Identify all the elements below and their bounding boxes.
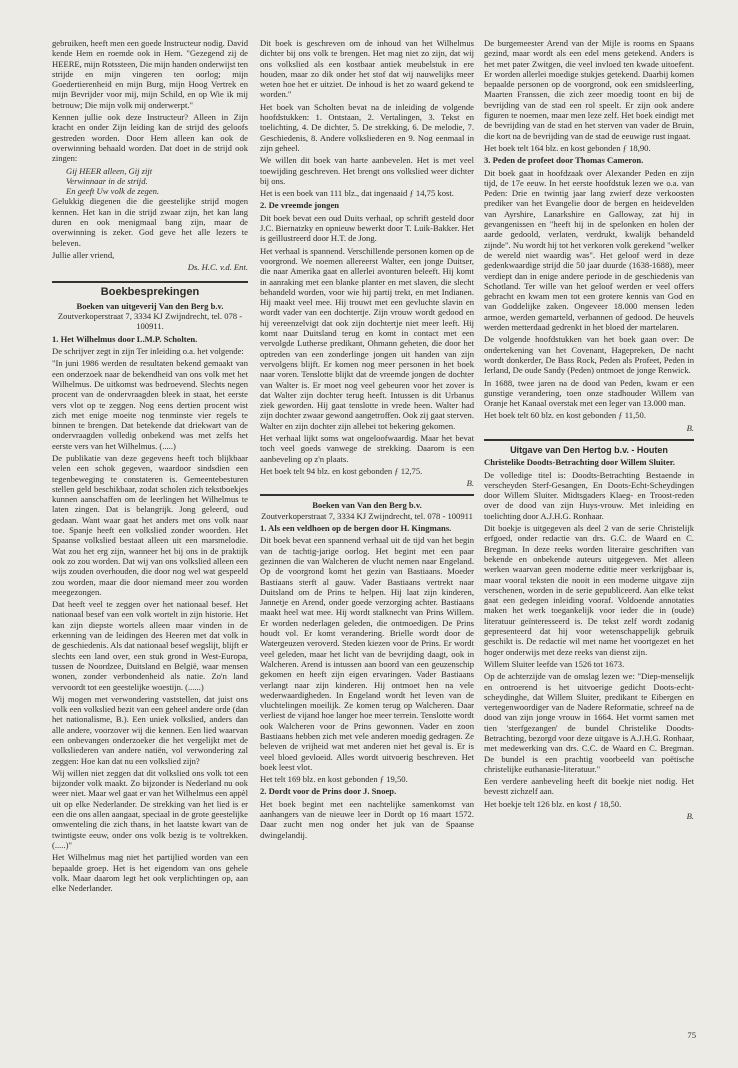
paragraph: Het boek telt 164 blz. en kost gebonden ƒ 18,90. — [484, 142, 651, 153]
verse-line: Verwinnaar in de strijd. — [66, 175, 148, 186]
publisher-header — [260, 500, 474, 521]
reviewer-initial: B. — [686, 811, 694, 822]
paragraph: Het boek telt 60 blz. en kost gebonden ƒ 11,50. — [484, 410, 646, 421]
publisher-address: Zoutverkoperstraat 7, 3334 KJ Zwijndrecht, tel. 078 - 100911 — [261, 510, 473, 521]
paragraph: Het telt 169 blz. en kost gebonden ƒ 19,50. — [260, 774, 408, 785]
paragraph: Gelukkig diegenen die die geestelijke strijd mogen kennen. Het kan in die strijd zwaar zijn, het kan lang duren en ook menigmaal bang zijn, maar de overwinning is zeker. God geve het alle lezers te beleven. — [52, 196, 248, 248]
section-title: Boekbesprekingen — [52, 281, 248, 297]
paragraph: De schrijver zegt in zijn Ter inleiding o.a. het volgende: — [52, 346, 244, 357]
paragraph: Het boek begint met een nachtelijke samenkomst van aanhangers van de nieuwe leer in Dordt op 16 maart 1572. Daar zucht men nog onder het juk van de Spaanse dwingelandij. — [260, 798, 474, 840]
paragraph: Het Wilhelmus mag niet het partijlied worden van een bepaalde groep. Het is het eigendom van ons gehele volk. Maar daarom legt het ook verplichtingen op, aan elke Nederlander. — [52, 852, 248, 894]
paragraph: De burgemeester Arend van der Mijle is rooms en Spaans gezind, maar wordt als een edel mens getekend. Anders is het met pater Zwitgen, die veel invloed ten kwade uitoefent. Er worden allerlei moedige stukjes getekend. Daarbij komen bepaalde personen op de voorgrond, ook een smidsleerling, Maarten Franssen, die zich zeer moedig toont en bij de bevrijding van de stad een rol speelt. Er zijn ook andere figuren te noemen, maar men leze zelf. Het boek eindigt met de bevrijding van de stad en het sterven van vader de Bruin, die kort na de bevrijding van de stad de eeuwige rust ingaat. — [484, 38, 694, 141]
divider — [260, 494, 474, 496]
book-heading: 3. Peden de profeet door Thomas Cameron. — [484, 155, 644, 166]
paragraph: Dit boek bevat een oud Duits verhaal, op schrift gesteld door J.C. Biernatzky en opnieuw bewerkt door T. Luik-Bakker. Het is geïllustreerd door H.T. de Jong. — [260, 212, 474, 244]
paragraph: Het verhaal is spannend. Verschillende personen komen op de voorgrond. We noemen allereerst Walter, een jonge Duitser, die naar Amerika gaat en allerlei avonturen beleeft. Hij komt in aanraking met een blanke planter en met slaven, die slecht behandeld worden, voor wie hij partij trekt, en met Indianen. Hij maakt veel mee. Hij trouwt met een gevluchte slavin en wordt vader van een dochtertje. Zijn vrouw wordt gedood en hij vereenzelvigt dat ook zijn dochtertje niet meer leeft. Hij komt naar Duitsland terug en komt in contact met een vervolgde Lutherse predikant, Ohmann geheten, die door het optreden van een zonderlinge jongen uit handen van zijn vervolgens blijft. Er komen nog meer personen in het boek naar voren. Tenslotte blijkt dat de vreemde jongen de dochter van Walter is. Er moet nog veel gebeuren voor het zover is dat Walter zijn dochter terug heeft. Intussen is dit Urbanus ziek geworden. Hij gaat tenslotte in vrede heen. Walter had zijn dochter zwaar gewond aangetroffen. Ook zij gaat sterven. Walter en zijn dochter zijn allebei tot bekering gekomen. — [260, 245, 474, 431]
column-3 — [484, 38, 694, 823]
reviewer-initial: B. — [686, 422, 694, 433]
paragraph: Het boek van Scholten bevat na de inleiding de volgende hoofdstukken: 1. Ontstaan, 2. Vertalingen, 3. Tekst en toelichting, 4. De dichter, 5. De strekking, 6. De melodie, 7. Geschiedenis, 8. Andere volksliederen en 9. Nog eenmaal in zijn geheel. — [260, 101, 474, 153]
divider — [484, 439, 694, 441]
paragraph: Wij mogen met verwondering vaststellen, dat juist ons volk een volkslied bezit van een geheel andere orde (dan het nationalisme, B.). Een uniek volkslied, anders dan alle andere, voorzover wij die kennen. Een lied waarvan een onbevangen onderzoeker die het vergelijkt met de volksliederen van andere natiën, vol verwondering zal zeggen: Hoe kan dat nu een volkslied zijn? — [52, 693, 248, 766]
book-heading: Christelike Doodts-Betrachting door Willem Sluiter. — [484, 457, 675, 468]
paragraph: Het boek telt 94 blz. en kost gebonden ƒ 12,75. — [260, 465, 423, 476]
book-heading: 1. Het Wilhelmus door L.M.P. Scholten. — [52, 333, 198, 344]
book-heading: 1. Als een veldhoen op de bergen door H. Kingmans. — [260, 523, 452, 534]
publisher-name: Boeken van Van den Berg b.v. — [312, 500, 422, 511]
paragraph: De publikatie van deze gegevens heeft toch blijkbaar velen een schok gegeven, waardoor sindsdien een tegenbeweging te constateren is. Gemeentebesturen stellen geld beschikbaar, zodat scholen zich tekstboekjes kunnen aanschaffen om de leerlingen het Wilhelmus te laten zingen. Dat is belangrijk. Jong geleerd, oud gedaan. Want waar gaat het anders met ons volk naar toe. Spanje heeft een volkslied zonder woorden. Het Spaanse volkslied bestaat alleen uit een marsmelodie. Wat zou het erg zijn, wanneer het bij ons in de praktijk ook zo zou worden. Dat wij van ons volkslied alleen een wijs zouden overhouden, die door nog wel wat gespeeld zou worden, maar die door niemand meer zou worden meegezongen. — [52, 452, 248, 597]
paragraph: Kennen jullie ook deze Instructeur? Alleen in Zijn kracht en onder Zijn leiding kan de strijd des geloofs gestreden worden. Door Hem alleen kan ook de overwinning behaald worden. Dat doet in de strijd ook zingen: — [52, 112, 248, 164]
paragraph: In 1688, twee jaren na de dood van Peden, kwam er een gunstige verandering, toen onze stadhouder Willem van Oranje het Kanaal overstak met een leger van 13.000 man. — [484, 377, 694, 409]
column-1 — [52, 38, 248, 895]
publisher-name: Boeken van uitgeverij Van den Berg b.v. — [76, 300, 224, 311]
paragraph: We willen dit boek van harte aanbevelen. Het is met veel toewijding geschreven. Het brengt ons volkslied weer dichter bij ons. — [260, 155, 474, 186]
paragraph: Jullie aller vriend, — [52, 249, 115, 260]
column-2 — [260, 38, 474, 842]
signature: Ds. H.C. v.d. Ent. — [187, 262, 248, 273]
verse-line: Gij HEER alleen, Gij zijt — [66, 165, 153, 176]
verse-line: En geeft Uw volk de zegen. — [66, 186, 160, 197]
paragraph: Op de achterzijde van de omslag lezen we: "Diep-menselijk en ontroerend is het uitvoerige gedicht Doots-echt-scheydinghe, dat Willem Sluiter, predikant te Eibergen en vertegenwoordiger van de Nadere Reformatie, schreef na de dood van zijn jonge vrouw in 1664. Het vormt samen met tien 'sterfgezangen' de bundel Christelike Doodts-Betrachting, bezorgd voor deze uitgave is A.J.H.G. Ronhaar, met medewerking van drs. C.C. de Waard en C. Bregman. De bundel is een prachtig voorbeeld van poëtische christelijke euthanasie-literatuur." — [484, 671, 694, 774]
paragraph: Dat heeft veel te zeggen over het nationaal besef. Het nationaal besef van een volk wortelt in zijn historie. Het kan zijn diepste wortels alleen maar vinden in de erkenning van de leidingen des Heeren met dat volk in de geschiedenis. Als dat nationaal besef wegslijt, blijft er slechts een land over, een stuk grond in West-Europa, tussen de Noordzee, Duitsland en België, waar mensen wonen, zonder verbondenheid als natie. Zo'n land vervoordt tot een geestelijke woestijn. (......) — [52, 599, 248, 692]
paragraph: Willem Sluiter leefde van 1526 tot 1673. — [484, 658, 625, 669]
page-number: 75 — [687, 1030, 696, 1040]
paragraph: De volgende hoofdstukken van het boek gaan over: De ondertekening van het Covenant, Hagepreken, De nacht wordt donkerder, De Bass Rock, Peden als Profeet, Peden in Ierland, De oude Sandy (Peden) ontmoet de jonge Renwick. — [484, 334, 694, 376]
paragraph: Dit boekje is uitgegeven als deel 2 van de serie Christelijk erfgoed, onder redactie van drs. G.C. de Waard en C. Bregman. In deze reeks worden literaire geschriften van bekende en onbekende auteurs uitgegeven. Met alleen werken waarvan geen moderne editie meer verkrijgbaar is, maar vooral teksten die nooit in een moderne uitgave zijn verschenen, worden in de serie gepubliceerd. Aan elke tekst gaat een gedegen inleiding vooraf. Voldoende annotaties maken het werk toegankelijk voor ieder die in (oude) literatuur geïnteresseerd is. De tekst zelf wordt zodanig gepresenteerd dat hij voor wetenschappelijk gebruik geschikt is. De redactie wil met name het voortgezet en het hoger onderwijs met deze reeks van dienst zijn. — [484, 523, 694, 657]
paragraph: Dit boek is geschreven om de inhoud van het Wilhelmus dichter bij ons volk te brengen. Het mag niet zo zijn, dat wij ons volkslied als een kostbaar antiek meubelstuk in ere houden, maar zo dik onder het stof dat wij nauwelijks meer weten hoe het er uitziet. De inhoud is het zo waard gekend te worden." — [260, 38, 474, 100]
paragraph: Wij willen niet zeggen dat dit volkslied ons volk tot een bijzonder volk maakt. Zo bijzonder is Nederland nu ook weer niet. Maar wel gaat er van het Wilhelmus een appèl uit op elke Nederlander. De strekking van het lied is er een die ons allen aangaat, speciaal in de grote geestelijke omwenteling die zich thans, in het laatste kwart van de twintigste eeuw, onder ons volk bezig is te voltrekken. (.....)" — [52, 767, 248, 850]
paragraph: "In juni 1986 werden de resultaten bekend gemaakt van een onderzoek naar de bekendheid van ons volk met het Wilhelmus. De uitkomst was bedroevend. Slechts negen procent van de ondervraagden bleek in staat, het eerste vers vlot op te zeggen. Nog eens dertien procent wist zich met enige moeite nog tenminste vier regels te binnen te brengen. Dat betekende dat driekwart van de ondervraagden volledig onbekend was met zelfs het eerste vers van het Wilhelmus. (.....) — [52, 358, 248, 451]
paragraph: gebruiken, heeft men een goede Instructeur nodig. David kende Hem en roemde ook in Hem. "Gezegend zij de HEERE, mijn Rotssteen, Die mijn handen onderwijst ten strijde en mijn vingeren ten oorlog; mijn Goedertierenheid en mijn Burg, mijn Hoog Vertrek en mijn Bevrijder voor mij, mijn Schild, en op Wie ik mij betrouw; Die mijn volk mij onderwerpt." — [52, 38, 248, 110]
reviewer-initial: B. — [466, 478, 474, 489]
paragraph: Een verdere aanbeveling heeft dit boekje niet nodig. Het bevestt zichzelf aan. — [484, 776, 694, 797]
book-heading: 2. Dordt voor de Prins door J. Snoep. — [260, 786, 397, 797]
paragraph: De volledige titel is: Doodts-Betrachting Bestaende in verscheyden Sterf-Gesangen, En Doots-Echt-Scheydingen door Willem Sluiter. Midtsgaders Klaeg- en Troost-reden over de dood van zijn Huys-vrouw. Met inleiding en toelichting door A.J.H.G. Ronhaar. — [484, 469, 694, 521]
publisher-address: Zoutverkoperstraat 7, 3334 KJ Zwijndrecht, tel. 078 - 100911. — [57, 311, 243, 332]
paragraph: Het verhaal lijkt soms wat ongeloofwaardig. Maar het bevat toch veel goeds vanwege de strekking. Daarom is een aanbeveling op z'n plaats. — [260, 432, 474, 464]
paragraph: Het boekje telt 126 blz. en kost ƒ 18,50. — [484, 798, 622, 809]
paragraph: Dit boek gaat in hoofdzaak over Alexander Peden en zijn tijd, de 17e eeuw. In het eerste hoofdstuk lezen we o.a. van Peden: Drie en twintig jaar lang zwierf deze verkoosten prediker van het Evangelie door de bergen en heidevelden van Ayrshire, Lanarkshire en Galloway, zat hij in gevangenissen en "heeft hij in de spelonken en holen der aarde gedoold, verlaten, verdrukt, kwalijk behandeld zijnde". Nu wordt hij tot het verkoren volk gerekend "welker de wereld niet waardig was". Het geloof werd in deze gedenkwaardige strijd die 50 jaar duurde (1638-1688), meer verdiept dan in enige andere periode in de geschiedenis van Schotland. Ter wille van het geloof werden er veel offers gebracht en kwam men tot een grotere kennis van God en van Goddelijke zaken. Ongeveer 18.000 mensen leden armoe, werden gemarteld, verbannen of gedood. De heuvels werden metterdaad gedrenkt in het bloed der martelaren. — [484, 167, 694, 333]
book-heading: 2. De vreemde jongen — [260, 200, 340, 211]
paragraph: Dit boek bevat een spannend verhaal uit de tijd van het begin van de tachtig-jarige oorlog. Het begint met een paar gezinnen die van Walcheren de vlucht nemen naar Engeland. Op de voorgrond komt het gezin van Bastiaans. Moeder Bastiaans sterft al gauw. Vader Bastiaans vertrekt naar Duitsland om de Prins te helpen. Hij laat zijn kinderen, Jannetje en Arend, onder goede verzorging achter. Bastiaans maakt heel wat mee. Hij wordt stalknecht van Prins Willem. Er worden nederlagen geleden, die ontmoedigen. De Prins houdt vol. Er komt verandering. Brielle wordt door de Watergeuzen veroverd. Steden kiezen voor de Prins. Er wordt veel geleden, maar het licht van de bevrijding daagt, ook in Walcheren. Arend is intussen aan boord van een geuzenschip gekomen en heeft zijn eigen ervaringen. Vader Bastiaans verlangt naar zijn kinderen. Hij ontmoet hen na vele wederwaardigheden. In Engeland wordt het leven van de vluchtelingen moeilijk. Ze komen terug op Walcheren. Daar verliest de vijand hoe langer hoe meer terrein. Tenslotte wordt ook Walcheren voor de Prins gewonnen. Vader en zoon Bastiaans hebben zich met vele anderen moedig gedragen. Ze beleven de vrijheid wat met anderen niet het geval is. Er is veel bloed gevloeid. Alles wordt uitvoerig beschreven. Het boek leest vlot. — [260, 535, 474, 772]
publisher-header — [52, 301, 248, 332]
publisher-name: Uitgave van Den Hertog b.v. - Houten — [510, 444, 668, 455]
paragraph: Het is een boek van 111 blz., dat ingenaaid ƒ 14,75 kost. — [260, 188, 454, 199]
